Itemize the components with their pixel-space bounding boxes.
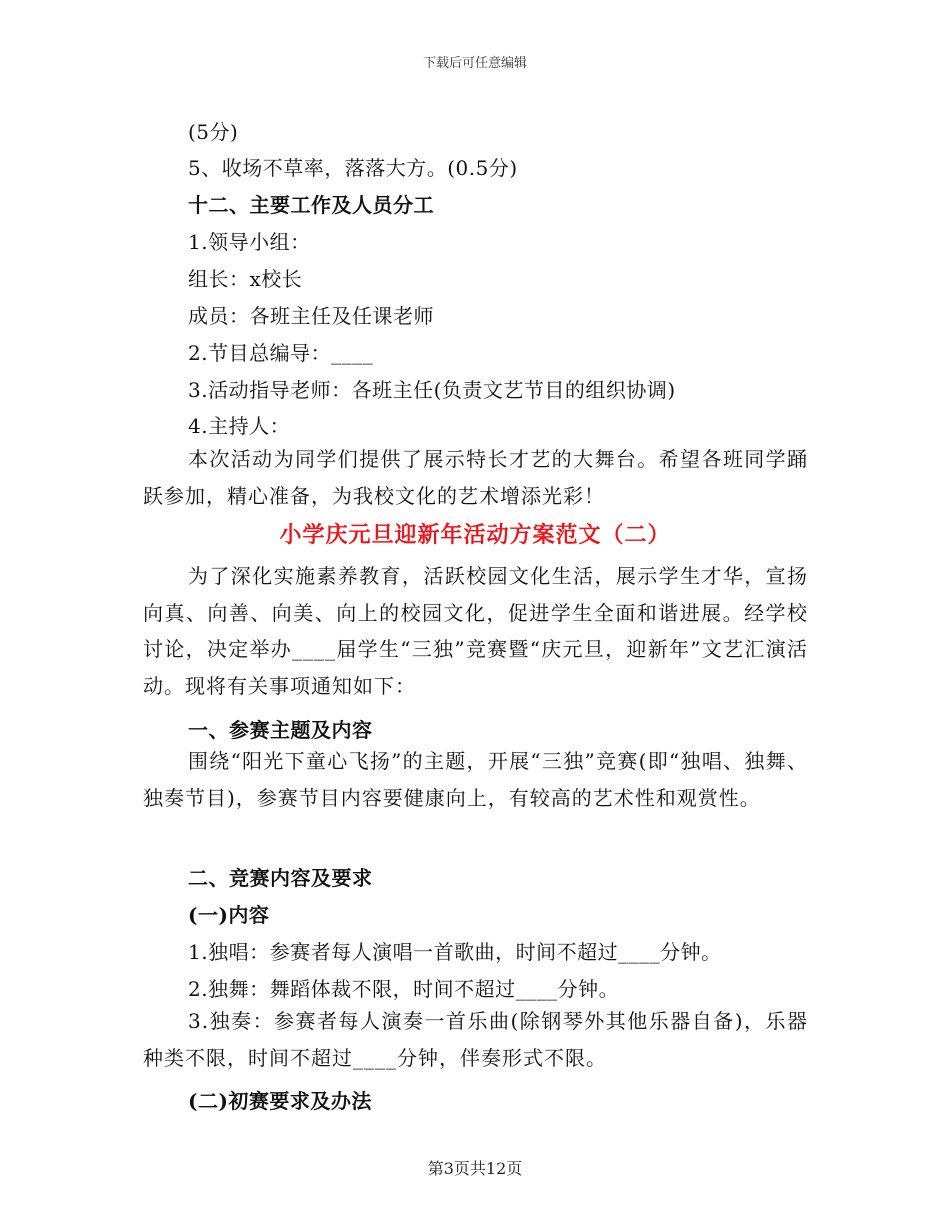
- text-line: 5、收场不草率，落落大方。(0.5分): [188, 156, 518, 180]
- paragraph: 为了深化实施素养教育，活跃校园文化生活，展示学生才华，宣扬向真、向善、向美、向上的校园文化，促进学生全面和谐进展。经学校讨论，决定举办____届学生“三独”竞赛暨“庆元旦，迎新年”文艺汇演活动。现将有关事项通知如下：: [143, 564, 808, 698]
- text-line: 4.主持人：: [188, 414, 291, 438]
- section-heading: 二、竞赛内容及要求: [188, 866, 373, 890]
- subsection-heading: (一)内容: [188, 903, 270, 927]
- subsection-heading: (二)初赛要求及办法: [188, 1089, 372, 1113]
- text-line: 1.领导小组：: [188, 230, 311, 254]
- document-title: 小学庆元旦迎新年活动方案范文（二）: [279, 522, 671, 548]
- list-item: 2.独舞：舞蹈体裁不限，时间不超过____分钟。: [188, 977, 620, 1001]
- paragraph: 本次活动为同学们提供了展示特长才艺的大舞台。希望各班同学踊跃参加，精心准备，为我校文化的艺术增添光彩！: [143, 447, 808, 508]
- section-heading: 十二、主要工作及人员分工: [188, 193, 434, 217]
- section-heading: 一、参赛主题及内容: [188, 718, 373, 742]
- text-line: (5分): [188, 120, 239, 144]
- page-number: 第3页共12页: [427, 1159, 523, 1178]
- text-line: 成员：各班主任及任课老师: [188, 304, 434, 328]
- paragraph: 围绕“阳光下童心飞扬”的主题，开展“三独”竞赛(即“独唱、独舞、独奏节目)，参赛节目内容要健康向上，有较高的艺术性和观赏性。: [143, 749, 808, 810]
- text-line: 组长：x校长: [188, 267, 303, 291]
- paragraph: 3.独奏：参赛者每人演奏一首乐曲(除钢琴外其他乐器自备)，乐器种类不限，时间不超过____分钟，伴奏形式不限。: [143, 1009, 808, 1070]
- page-header: 下载后可任意编辑: [422, 56, 527, 71]
- text-line: 2.节目总编导：____: [188, 341, 374, 365]
- text-line: 3.活动指导老师：各班主任(负责文艺节目的组织协调): [188, 378, 676, 402]
- list-item: 1.独唱：参赛者每人演唱一首歌曲，时间不超过____分钟。: [188, 940, 722, 964]
